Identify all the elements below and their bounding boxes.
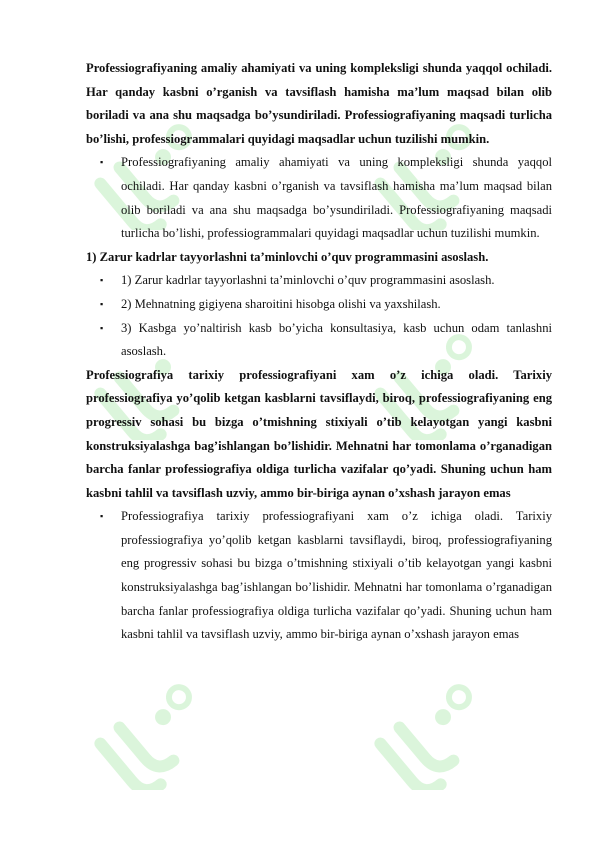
- history-bullet-list: [86, 505, 552, 647]
- list-item: ▪ 3) Kasbga yo’naltirish kasb bo’yicha konsultasiya, kasb uchun odam tanlashni asoslash.: [86, 317, 552, 364]
- list-item: ▪ 2) Mehnatning gigiyena sharoitini hisobga olishi va yaxshilash.: [86, 293, 552, 317]
- history-paragraph: Professiografiya tarixiy professiografiyani xam o’z ichiga oladi. Tarixiy professiografiya yo’qolib ketgan kasblarni tavsiflaydi, biroq, professiografiyaning eng progressiv sohasi bu bizga o’tmishning stixiyali o’tib kelayotgan yangi kasbni konstruksiyalashga bag’ishlangan bo’lishidir. Mehnatni har tomonlama o’rganadigan barcha fanlar professiografiya oldiga turlicha vazifalar qo’yadi. Shuning uchun ham kasbni tahlil va tavsiflash uzviy, ammo bir-biriga aynan o’xshash jarayon emas: [86, 367, 552, 500]
- goals-bullet-list: [86, 269, 552, 363]
- list-item: ▪ 1) Zarur kadrlar tayyorlashni ta’minlovchi o’quv programmasini asoslash.: [86, 269, 552, 293]
- intro-bullet-list: [86, 151, 552, 245]
- list-item: ▪ Professiografiya tarixiy professiografiyani xam o’z ichiga oladi. Tarixiy professiografiya yo’qolib ketgan kasblarni tavsiflaydi, biroq, professiografiyaning eng progressiv sohasi bu bizga o’tmishning stixiyali o’tib kelayotgan yangi kasbni konstruksiyalashga bag’ishlangan bo’lishidir. Mehnatni har tomonlama o’rganadigan barcha fanlar professiografiya oldiga turlicha vazifalar qo’yadi. Shuning uchun ham kasbni tahlil va tavsiflash uzviy, ammo bir-biriga aynan o’xshash jarayon emas: [86, 505, 552, 647]
- document-body: [86, 57, 552, 647]
- intro-paragraph: Professiografiyaning amaliy ahamiyati va uning kompleksligi shunda yaqqol ochiladi. Har qanday kasbni o’rganish va tavsiflash hamisha ma’lum maqsad bilan olib boriladi va ana shu maqsadga bo’ysundiriladi. Professiografiyaning maqsadi turlicha bo’lishi, professiogrammalari quyidagi maqsadlar uchun tuzilishi mumkin.: [86, 61, 552, 146]
- list-item: ▪ Professiografiyaning amaliy ahamiyati va uning kompleksligi shunda yaqqol ochiladi. Har qanday kasbni o’rganish va tavsiflash hamisha ma’lum maqsad bilan olib boriladi va ana shu maqsadga bo’ysundiriladi. Professiografiyaning maqsadi turlicha bo’lishi, professiogrammalari quyidagi maqsadlar uchun tuzilishi mumkin.: [86, 151, 552, 245]
- watermark-logo-icon: [360, 680, 530, 790]
- watermark-logo-icon: [80, 680, 250, 790]
- section-heading: 1) Zarur kadrlar tayyorlashni ta’minlovchi o’quv programmasini asoslash.: [86, 249, 489, 264]
